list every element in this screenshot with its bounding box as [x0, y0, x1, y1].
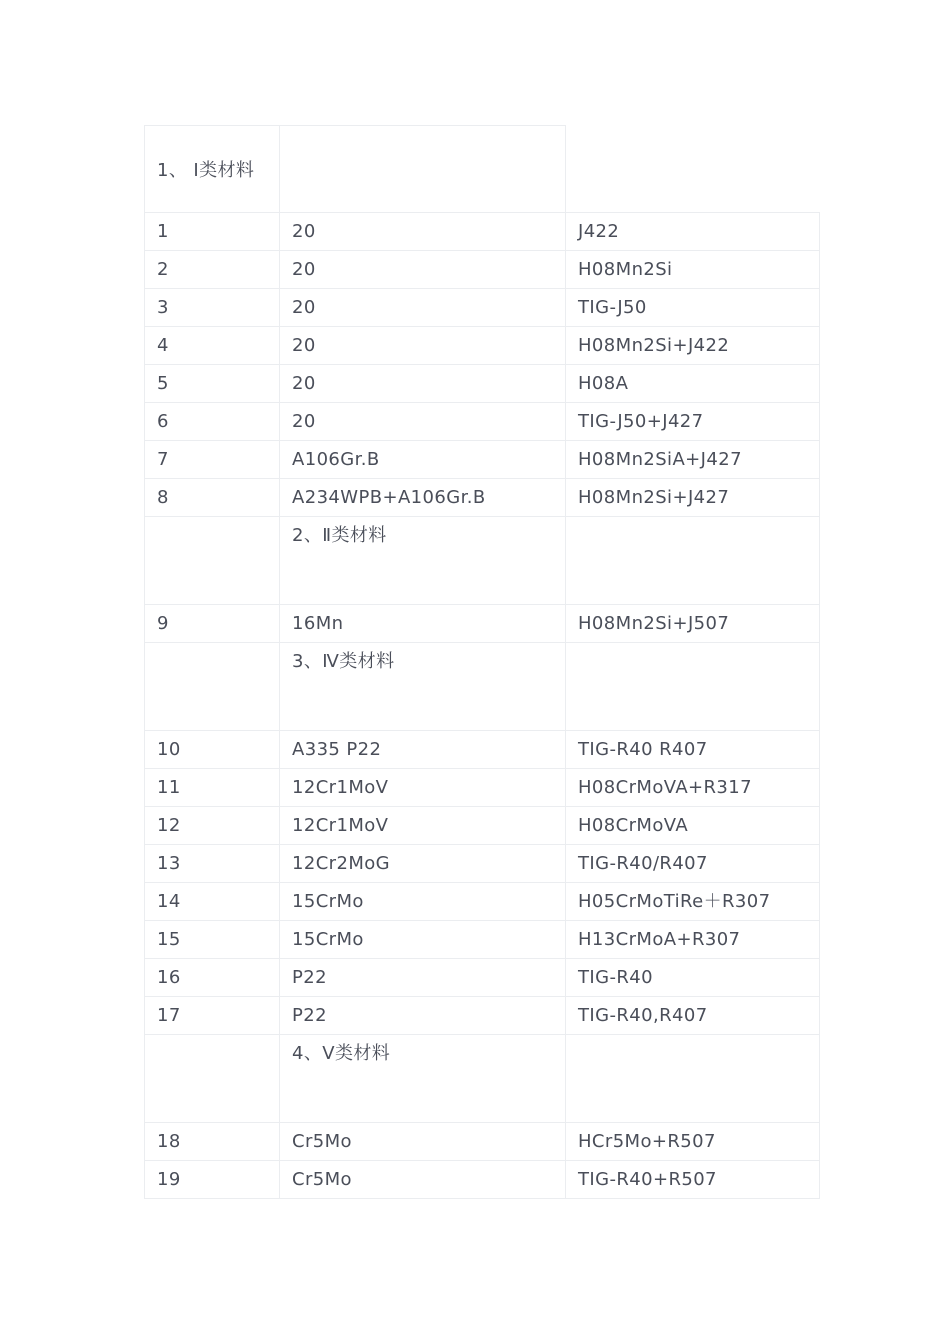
- row-number-cell: 18: [144, 1122, 280, 1160]
- table-row: [144, 440, 820, 478]
- section-row: [144, 1034, 820, 1122]
- table-row: [144, 768, 820, 806]
- row-number-cell: 6: [144, 402, 280, 440]
- table-row: [144, 730, 820, 768]
- filler-cell: TIG-J50+J427: [565, 402, 820, 440]
- row-number-cell: 7: [144, 440, 280, 478]
- material-cell: 15CrMo: [279, 920, 566, 958]
- row-number-cell: [144, 1034, 280, 1122]
- filler-cell: H08A: [565, 364, 820, 402]
- material-cell: 12Cr1MoV: [279, 768, 566, 806]
- filler-cell: H08Mn2Si+J427: [565, 478, 820, 516]
- filler-cell: TIG-R40+R507: [565, 1160, 820, 1198]
- material-cell: 20: [279, 364, 566, 402]
- section-title-cell: 2、Ⅱ类材料: [279, 516, 566, 604]
- material-cell: 15CrMo: [279, 882, 566, 920]
- table-row: [144, 806, 820, 844]
- filler-cell: [565, 642, 820, 730]
- table-row: [144, 1160, 820, 1198]
- section-row: [144, 642, 820, 730]
- material-cell: A335 P22: [279, 730, 566, 768]
- material-cell: 20: [279, 326, 566, 364]
- row-number-cell: 1: [144, 212, 280, 250]
- row-number-cell: 14: [144, 882, 280, 920]
- filler-cell: TIG-R40 R407: [565, 730, 820, 768]
- table-row: [144, 920, 820, 958]
- row-number-cell: [144, 516, 280, 604]
- row-number-cell: 4: [144, 326, 280, 364]
- table-row: [144, 958, 820, 996]
- table-row: [144, 212, 820, 250]
- row-number-cell: 10: [144, 730, 280, 768]
- material-cell: Cr5Mo: [279, 1160, 566, 1198]
- filler-cell: H08Mn2Si+J422: [565, 326, 820, 364]
- row-number-cell: 12: [144, 806, 280, 844]
- table-row: [144, 882, 820, 920]
- row-number-cell: 5: [144, 364, 280, 402]
- row-number-cell: 11: [144, 768, 280, 806]
- row-number-cell: 15: [144, 920, 280, 958]
- filler-cell: TIG-J50: [565, 288, 820, 326]
- welding-material-table: [144, 125, 820, 1198]
- material-cell: 16Mn: [279, 604, 566, 642]
- table-row: [144, 364, 820, 402]
- table-row: [144, 402, 820, 440]
- row-number-cell: 17: [144, 996, 280, 1034]
- filler-cell: [565, 1034, 820, 1122]
- table-row: [144, 1122, 820, 1160]
- table-row: [144, 604, 820, 642]
- filler-cell: H08CrMoVA+R317: [565, 768, 820, 806]
- filler-cell: HCr5Mo+R507: [565, 1122, 820, 1160]
- table-row: [144, 996, 820, 1034]
- filler-cell: H05CrMoTiRe＋R307: [565, 882, 820, 920]
- section-title-cell: 3、Ⅳ类材料: [279, 642, 566, 730]
- material-cell: 20: [279, 212, 566, 250]
- table-row: [144, 844, 820, 882]
- material-cell: 12Cr1MoV: [279, 806, 566, 844]
- filler-cell: H08CrMoVA: [565, 806, 820, 844]
- section-row: [144, 516, 820, 604]
- filler-cell: TIG-R40/R407: [565, 844, 820, 882]
- table-row: [144, 478, 820, 516]
- filler-cell: H08Mn2SiA+J427: [565, 440, 820, 478]
- table-body: [144, 212, 820, 1198]
- row-number-cell: 16: [144, 958, 280, 996]
- material-cell: 20: [279, 402, 566, 440]
- row-number-cell: 9: [144, 604, 280, 642]
- table-header: [144, 125, 820, 212]
- filler-cell: TIG-R40,R407: [565, 996, 820, 1034]
- row-number-cell: 2: [144, 250, 280, 288]
- row-number-cell: 19: [144, 1160, 280, 1198]
- filler-cell: TIG-R40: [565, 958, 820, 996]
- filler-cell: [565, 516, 820, 604]
- section-title-cell: 4、Ⅴ类材料: [279, 1034, 566, 1122]
- table-row: [144, 326, 820, 364]
- material-cell: Cr5Mo: [279, 1122, 566, 1160]
- table-row: [144, 250, 820, 288]
- header-empty-cell: [279, 125, 566, 212]
- material-cell: 20: [279, 250, 566, 288]
- header-title: 1、 Ⅰ类材料: [144, 125, 280, 212]
- material-cell: P22: [279, 996, 566, 1034]
- row-number-cell: 13: [144, 844, 280, 882]
- material-cell: 20: [279, 288, 566, 326]
- material-cell: P22: [279, 958, 566, 996]
- material-cell: A106Gr.B: [279, 440, 566, 478]
- row-number-cell: 8: [144, 478, 280, 516]
- filler-cell: H13CrMoA+R307: [565, 920, 820, 958]
- material-cell: 12Cr2MoG: [279, 844, 566, 882]
- filler-cell: J422: [565, 212, 820, 250]
- row-number-cell: [144, 642, 280, 730]
- table-bottom-border: [144, 1198, 820, 1199]
- material-cell: A234WPB+A106Gr.B: [279, 478, 566, 516]
- table-row: [144, 288, 820, 326]
- row-number-cell: 3: [144, 288, 280, 326]
- filler-cell: H08Mn2Si+J507: [565, 604, 820, 642]
- filler-cell: H08Mn2Si: [565, 250, 820, 288]
